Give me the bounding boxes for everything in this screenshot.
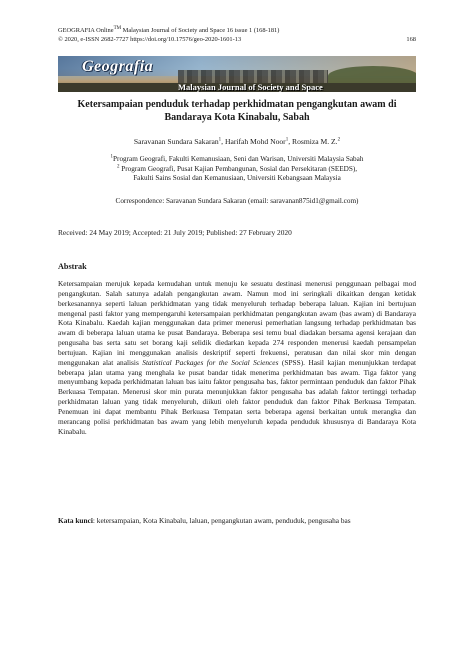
- abstract-heading: Abstrak: [58, 262, 87, 271]
- author-list: Saravanan Sundara Sakaran$^1$, Harifah Mohd Noor$^1$, Rosmiza M. Z.$^2$: [133, 137, 341, 146]
- journal-logo: Geografia: [82, 58, 154, 75]
- publication-dates: Received: 24 May 2019; Accepted: 21 July 2019; Published: 27 February 2020: [58, 228, 292, 237]
- affiliations: [58, 155, 416, 184]
- journal-header-line: GEOGRAFIA Online™ Malaysian Journal of Society and Space 16 issue 1 (168-181): [58, 25, 280, 34]
- affiliation-2-cont: Fakulti Sains Sosial dan Kemanusiaan, Universiti Kebangsaan Malaysia: [133, 174, 341, 182]
- affiliation-1: $^1$Program Geografi, Fakulti Kemanusiaan, Seni dan Warisan, Universiti Malaysia Sabah: [110, 154, 364, 163]
- affiliation-2: $^2$ Program Geografi, Pusat Kajian Pembangunan, Sosial dan Persekitaran (SEEDS),: [116, 164, 358, 173]
- page-number: 168: [406, 36, 416, 43]
- banner-journal-name: Malaysian Journal of Society and Space: [178, 82, 323, 92]
- journal-banner: [58, 56, 416, 92]
- correspondence: Correspondence: Saravanan Sundara Sakaran (email: saravanan875id1@gmail.com): [115, 197, 359, 205]
- abstract-body: Ketersampaian merujuk kepada kemudahan untuk menuju ke sesuatu destinasi menerusi penggunaan pelbagai mod pengangkutan. Salah satunya adalah pengangkutan awam. Namun mod ini seringkali dikaitkan dengan ketidak berkesanannya seperti laluan perkhidmatan yang tidak menyeluruh terhadap beberapa laluan. Kajian ini bertujuan mengenal pasti faktor yang mempengaruhi ketersampaian perkhidmatan pengangkutan awam (bas awam) di Bandaraya Kota Kinabalu. Kaedah kajian menggunakan data primer menerusi pemerhatian langsung terhadap perkhidmatan bas awam di beberapa laluan utama ke pusat Bandaraya. Beberapa sesi temu bual diadakan bersama agensi kerajaan dan pengusaha bas serta satu set borang kaji selidik diedarkan kepada 274 responden menerusi kaedah pensampelan bertujuan. Kajian ini menggunakan analisis deskriptif seperti frekuensi, peratusan dan nilai skor min dengan menggunakan alat analisis Statistical Packages for the Social Sciences (SPSS). Hasil kajian menunjukkan terdapat beberapa jalan utama yang menghala ke pusat bandar tidak menerima perkhidmatan bas awam. Tiga faktor yang menyumbang kepada perkhidmatan laluan bas iaitu faktor pengusaha bas, faktor permintaan penduduk dan faktor Pihak Berkuasa Tempatan. Menerusi skor min purata menunjukkan faktor pengusaha bas adalah faktor tertinggi terhadap perkhidmatan laluan yang tidak menyeluruh, diikuti oleh faktor penduduk dan faktor Pihak Berkuasa Tempatan. Penemuan ini dapat membantu Pihak Berkuasa Tempatan serta beberapa agensi berkaitan untuk merangka dan merancang polisi perkhidmatan bas awam yang lebih menyeluruh kepada penduduk khususnya di Bandaraya Kota Kinabalu.: [58, 279, 417, 436]
- keywords: Kata kunci: ketersampaian, Kota Kinabalu, laluan, pengangkutan awam, penduduk, pengusaha bas: [58, 516, 351, 525]
- keywords-label: Kata kunci: [58, 516, 93, 525]
- doi-header-line: © 2020, e-ISSN 2682-7727 https://doi.org/10.17576/geo-2020-1601-13: [58, 36, 242, 43]
- article-title: Ketersampaian penduduk terhadap perkhidmatan pengangkutan awam di Bandaraya Kota Kinabalu, Sabah: [77, 99, 397, 123]
